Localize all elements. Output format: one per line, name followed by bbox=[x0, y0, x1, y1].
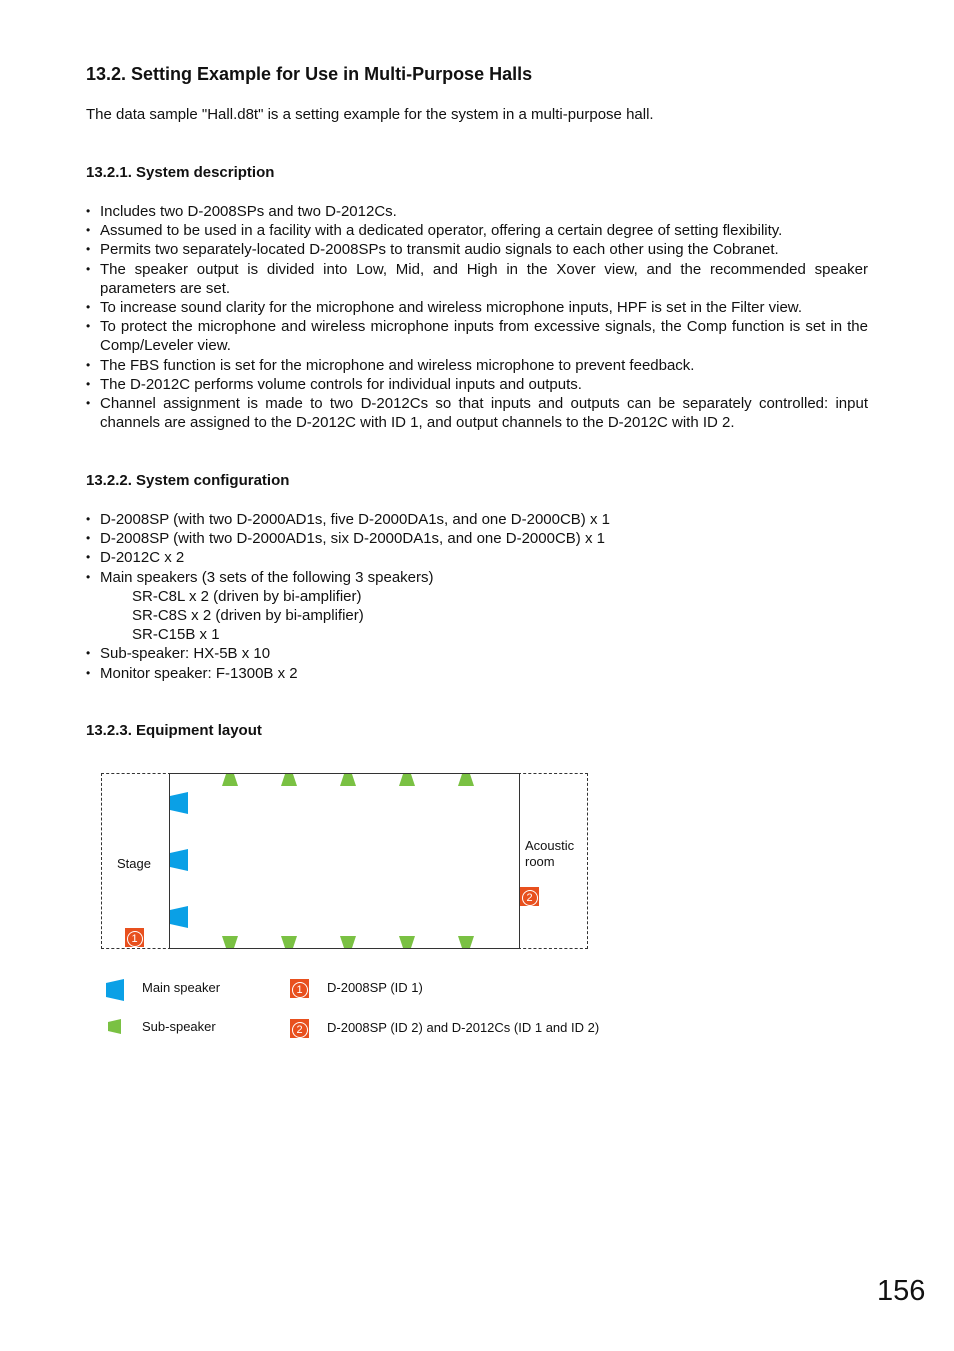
sub-speaker-icon bbox=[458, 774, 474, 786]
intro-paragraph: The data sample "Hall.d8t" is a setting example for the system in a multi-purpose hall. bbox=[86, 106, 654, 123]
marker-2-number: 2 bbox=[522, 890, 538, 906]
legend-marker-2 bbox=[290, 1019, 309, 1038]
acoustic-room-label bbox=[525, 838, 574, 870]
section-title: 13.2. Setting Example for Use in Multi-Purpose Halls bbox=[86, 64, 533, 84]
sub-speaker-icon bbox=[222, 774, 238, 786]
system-description-list bbox=[86, 202, 868, 432]
list-item: • Permits two separately-located D-2008SPs to transmit audio signals to each other using the Cobranet. bbox=[86, 240, 868, 259]
legend-main-speaker-label: Main speaker bbox=[142, 980, 221, 995]
legend-marker-1-number: 1 bbox=[292, 982, 308, 998]
main-speaker-icon bbox=[106, 979, 124, 1001]
sub-speaker-icon bbox=[108, 1019, 121, 1034]
sub-speaker-icon bbox=[399, 936, 415, 948]
sub-list-item: SR-C8S x 2 (driven by bi-amplifier) bbox=[132, 607, 364, 625]
list-item: • The FBS function is set for the microphone and wireless microphone to prevent feedback. bbox=[86, 356, 868, 375]
acoustic-label-line1: Acoustic bbox=[525, 838, 575, 853]
legend-sub-speaker-label: Sub-speaker bbox=[142, 1019, 216, 1034]
system-configuration-heading: 13.2.2. System configuration bbox=[86, 472, 290, 489]
list-item: • To protect the microphone and wireless microphone inputs from excessive signals, the Comp function is set in the Comp/Leveler view. bbox=[86, 317, 868, 355]
system-configuration-list bbox=[86, 510, 868, 683]
list-item: • Includes two D-2008SPs and two D-2012Cs. bbox=[86, 202, 868, 221]
sub-list-item: SR-C15B x 1 bbox=[132, 626, 220, 644]
marker-2 bbox=[520, 887, 539, 906]
list-item: • The speaker output is divided into Low, Mid, and High in the Xover view, and the recommended speaker parameters are set. bbox=[86, 260, 868, 298]
legend-marker-2-number: 2 bbox=[292, 1022, 308, 1038]
sub-list-item: SR-C8L x 2 (driven by bi-amplifier) bbox=[132, 587, 362, 605]
sub-speaker-icon bbox=[340, 774, 356, 786]
legend-marker-1 bbox=[290, 979, 309, 998]
list-item: • Assumed to be used in a facility with a dedicated operator, offering a certain degree of setting flexibility. bbox=[86, 221, 868, 240]
system-description-heading: 13.2.1. System description bbox=[86, 164, 275, 181]
list-item: • The D-2012C performs volume controls for individual inputs and outputs. bbox=[86, 375, 868, 394]
equipment-layout-heading: 13.2.3. Equipment layout bbox=[86, 722, 262, 739]
sub-speaker-icon bbox=[281, 936, 297, 948]
main-speaker-icon bbox=[170, 849, 188, 871]
hall-area bbox=[169, 773, 520, 949]
list-item: • Sub-speaker: HX-5B x 10 bbox=[86, 644, 868, 663]
sub-speaker-icon bbox=[458, 936, 474, 948]
list-item: • To increase sound clarity for the microphone and wireless microphone inputs, HPF is set in the Filter view. bbox=[86, 298, 868, 317]
list-item: • Channel assignment is made to two D-2012Cs so that inputs and outputs can be separately controlled: input channels are assigned to the D-2012C with ID 1, and output channels to the D-2012C with ID 2. bbox=[86, 394, 868, 432]
stage-label: Stage bbox=[117, 856, 151, 871]
acoustic-label-line2: room bbox=[525, 854, 555, 869]
marker-1-number: 1 bbox=[127, 931, 143, 947]
list-item: • D-2008SP (with two D-2000AD1s, five D-2000DA1s, and one D-2000CB) x 1 bbox=[86, 510, 868, 529]
page-number: 156 bbox=[877, 1275, 926, 1307]
marker-1 bbox=[125, 928, 144, 947]
legend-marker-2-label: D-2008SP (ID 2) and D-2012Cs (ID 1 and ID 2) bbox=[327, 1020, 600, 1035]
sub-speaker-icon bbox=[222, 936, 238, 948]
sub-speaker-icon bbox=[399, 774, 415, 786]
list-item: • Main speakers (3 sets of the following 3 speakers) bbox=[86, 568, 868, 587]
main-speaker-icon bbox=[170, 906, 188, 928]
main-speaker-icon bbox=[170, 792, 188, 814]
list-item: • D-2012C x 2 bbox=[86, 548, 868, 567]
list-item: • Monitor speaker: F-1300B x 2 bbox=[86, 664, 868, 683]
sub-speaker-icon bbox=[281, 774, 297, 786]
legend-marker-1-label: D-2008SP (ID 1) bbox=[327, 980, 423, 995]
list-item: • D-2008SP (with two D-2000AD1s, six D-2000DA1s, and one D-2000CB) x 1 bbox=[86, 529, 868, 548]
sub-speaker-icon bbox=[340, 936, 356, 948]
